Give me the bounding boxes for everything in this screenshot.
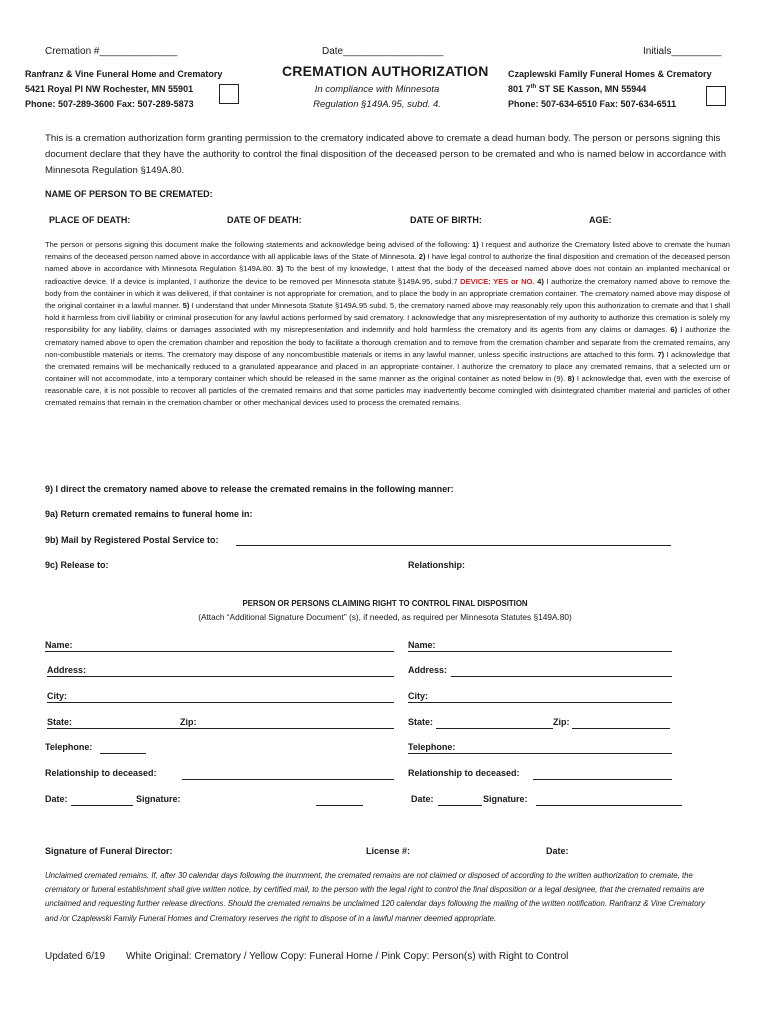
claimant1-relationship-label: Relationship to deceased: bbox=[45, 768, 157, 778]
claimant2-state-label: State: bbox=[408, 717, 434, 727]
claimant2-signature-line[interactable] bbox=[536, 805, 682, 806]
left-funeral-home-address: 5421 Royal Pl NW Rochester, MN 55901 bbox=[25, 84, 194, 94]
license-number-label: License #: bbox=[366, 846, 411, 856]
claimant1-signature-label: Signature: bbox=[136, 794, 181, 804]
left-funeral-home-name: Ranfranz & Vine Funeral Home and Crematory bbox=[25, 69, 223, 79]
date-of-birth-label: DATE OF BIRTH: bbox=[410, 215, 482, 225]
claimant1-name-line[interactable] bbox=[45, 651, 394, 652]
compliance-line-2: Regulation §149A.95, subd. 4. bbox=[313, 99, 441, 110]
age-label: AGE: bbox=[589, 215, 612, 225]
claimant1-address-line[interactable] bbox=[47, 676, 394, 677]
claimant1-zip-label: Zip: bbox=[180, 717, 197, 727]
left-funeral-home-checkbox[interactable] bbox=[219, 84, 239, 104]
claimant1-state-zip-line[interactable] bbox=[47, 728, 394, 729]
claimant1-name-label: Name: bbox=[45, 640, 73, 650]
claimant2-state-line[interactable] bbox=[436, 728, 553, 729]
right-funeral-home-checkbox[interactable] bbox=[706, 86, 726, 106]
right-funeral-home-address: 801 7th ST SE Kasson, MN 55944 bbox=[508, 84, 647, 94]
updated-date: Updated 6/19 bbox=[45, 951, 106, 962]
decedent-name-label: NAME OF PERSON TO BE CREMATED: bbox=[45, 189, 213, 199]
claimant2-name-line[interactable] bbox=[408, 651, 672, 652]
claimant2-address-line[interactable] bbox=[451, 676, 672, 677]
right-funeral-home-name: Czaplewski Family Funeral Homes & Crematory bbox=[508, 69, 712, 79]
claimant2-relationship-line[interactable] bbox=[533, 779, 672, 780]
release-relationship-label: Relationship: bbox=[408, 560, 466, 570]
release-option-9a: 9a) Return cremated remains to funeral home in: bbox=[45, 509, 253, 519]
claimant2-zip-line[interactable] bbox=[572, 728, 670, 729]
cremation-number-field[interactable]: Cremation #______________ bbox=[45, 46, 178, 57]
statement-paragraph: The person or persons signing this document make the following statements and acknowledge being advised of the following: 1) I request and authorize the Crematory listed above to cremate the human remains of the deceased person named above in accordance with all applicable laws of the State of Minnesota. 2) I have legal control to authorize the final disposition and cremation of the deceased person named above in accordance with Minnesota Regulation §149A.80. 3) To the best of my knowledge, I attest that the body of the deceased named above does not contain an implanted mechanical or radioactive device. If a device is implanted, I authorize the device to be removed per Minnesota statute §149A.95, subd.7 DEVICE: YES or NO. 4) I authorize the crematory named above to remove the body from the container in which it was delivered, if that container is not appropriate for cremation, and to place the body in an appropriate cremation container. The crematory named above may dispose of the original container in a lawful manner. 5) I understand that under Minnesota Statute §149A.95 subd. 5, the crematory named above may reasonably rely upon this authorization to cremate and that I shall hold it harmless from civil liability or criminal prosecution for any lawful actions performed by said crematory. I acknowledge that any misrepresentation of my authority to authorize this cremation is solely my responsibility for any liability, claims or damages associated with my misrepresentation and indemnify and hold harmless the crematory and its agents from any claims or damages. 6) I authorize the crematory named above to open the cremation chamber and reposition the body to facilitate a thorough cremation and to remove from the cremation chamber and separate from the cremated remains, any non-combustible materials or items. The crematory may dispose of any noncombustible materials or items in any lawful manner, unless specific instructions are attached to this form. 7) I acknowledge that the cremated remains will be mechanically reduced to a granulated appearance and placed in an appropriate container. I authorize the crematory to place any cremated remains, that a selected urn or container will not accommodate, into a temporary container which should be released in the same manner as the original container as noted below in (9). 8) I acknowledge that, even with the exercise of reasonable care, it is not possible to recover all particles of the cremated remains and that some particles may inadvertently become comingled with disintegrated chamber material and particles of other cremated remains that remain in the cremation chamber or other mechanical devices used to process the cremated remains. bbox=[45, 240, 730, 408]
date-of-death-label: DATE OF DEATH: bbox=[227, 215, 302, 225]
copy-distribution: White Original: Crematory / Yellow Copy: Funeral Home / Pink Copy: Person(s) with Right to Control bbox=[126, 951, 569, 962]
unclaimed-remains-notice: Unclaimed cremated remains. If, after 30 calendar days following the inurnment, the cremated remains are not claimed or disposed of according to the written authorization to cremate, the crematory or funeral establishment shall give written notice, by certified mail, to the person with the legal right to control the final disposition or a legal designee, that the cremated remains are unclaimed and requesting further release directions. Should the cremated remains be unclaimed 120 calendar days following the mailing of the written notification. Ranfranz & Vine Crematory and /or Czaplewski Family Funeral Homes and Crematory reserves the right to dispose of in a lawful manner deemed appropriate. bbox=[45, 871, 705, 923]
device-yes-no[interactable]: DEVICE: YES or NO. bbox=[460, 276, 535, 286]
claimant2-signature-label: Signature: bbox=[483, 794, 528, 804]
claimants-heading: PERSON OR PERSONS CLAIMING RIGHT TO CONTROL FINAL DISPOSITION bbox=[242, 599, 528, 608]
claimant2-city-line[interactable] bbox=[408, 702, 672, 703]
claimant1-date-line[interactable] bbox=[71, 805, 133, 806]
claimant2-city-label: City: bbox=[408, 691, 428, 701]
mail-address-line[interactable] bbox=[236, 545, 671, 546]
claimant2-relationship-label: Relationship to deceased: bbox=[408, 768, 520, 778]
right-funeral-home-phone: Phone: 507-634-6510 Fax: 507-634-6511 bbox=[508, 99, 677, 109]
compliance-note bbox=[277, 82, 477, 112]
funeral-director-signature-label: Signature of Funeral Director: bbox=[45, 846, 173, 856]
claimants-subheading: (Attach “Additional Signature Document” (s), if needed, as required per Minnesota Statutes §149A.80) bbox=[198, 612, 572, 622]
claimant2-zip-label: Zip: bbox=[553, 717, 570, 727]
claimant2-date-label: Date: bbox=[411, 794, 434, 804]
claimant1-signature-line[interactable] bbox=[316, 805, 363, 806]
claimant2-telephone-line[interactable] bbox=[408, 753, 672, 754]
claimant1-address-label: Address: bbox=[47, 665, 87, 675]
release-heading: 9) I direct the crematory named above to release the cremated remains in the following manner: bbox=[45, 484, 454, 494]
claimant1-city-line[interactable] bbox=[47, 702, 394, 703]
claimant2-name-label: Name: bbox=[408, 640, 436, 650]
left-funeral-home-phone: Phone: 507-289-3600 Fax: 507-289-5873 bbox=[25, 99, 194, 109]
claimant1-telephone-label: Telephone: bbox=[45, 742, 93, 752]
claimant1-date-label: Date: bbox=[45, 794, 68, 804]
claimant2-date-line[interactable] bbox=[438, 805, 482, 806]
claimant1-relationship-line[interactable] bbox=[182, 779, 394, 780]
claimant1-city-label: City: bbox=[47, 691, 67, 701]
release-option-9c: 9c) Release to: bbox=[45, 560, 109, 570]
claimant1-telephone-line[interactable] bbox=[100, 753, 146, 754]
compliance-line-1: In compliance with Minnesota bbox=[314, 84, 440, 95]
claimant2-address-label: Address: bbox=[408, 665, 448, 675]
claimant2-telephone-label: Telephone: bbox=[408, 742, 456, 752]
form-title: CREMATION AUTHORIZATION bbox=[282, 63, 489, 79]
place-of-death-label: PLACE OF DEATH: bbox=[49, 215, 131, 225]
date-field[interactable]: Date__________________ bbox=[322, 46, 444, 57]
director-date-label: Date: bbox=[546, 846, 569, 856]
release-option-9b: 9b) Mail by Registered Postal Service to: bbox=[45, 535, 219, 545]
initials-field[interactable]: Initials_________ bbox=[643, 46, 722, 57]
intro-paragraph: This is a cremation authorization form granting permission to the crematory indicated above to cremate a dead human body. The person or persons signing this document declare that they have the authority to control the final disposition of the deceased person to be cremated and who is named below in accordance with Minnesota Regulation §149A.80. bbox=[45, 133, 727, 176]
claimant1-state-label: State: bbox=[47, 717, 73, 727]
